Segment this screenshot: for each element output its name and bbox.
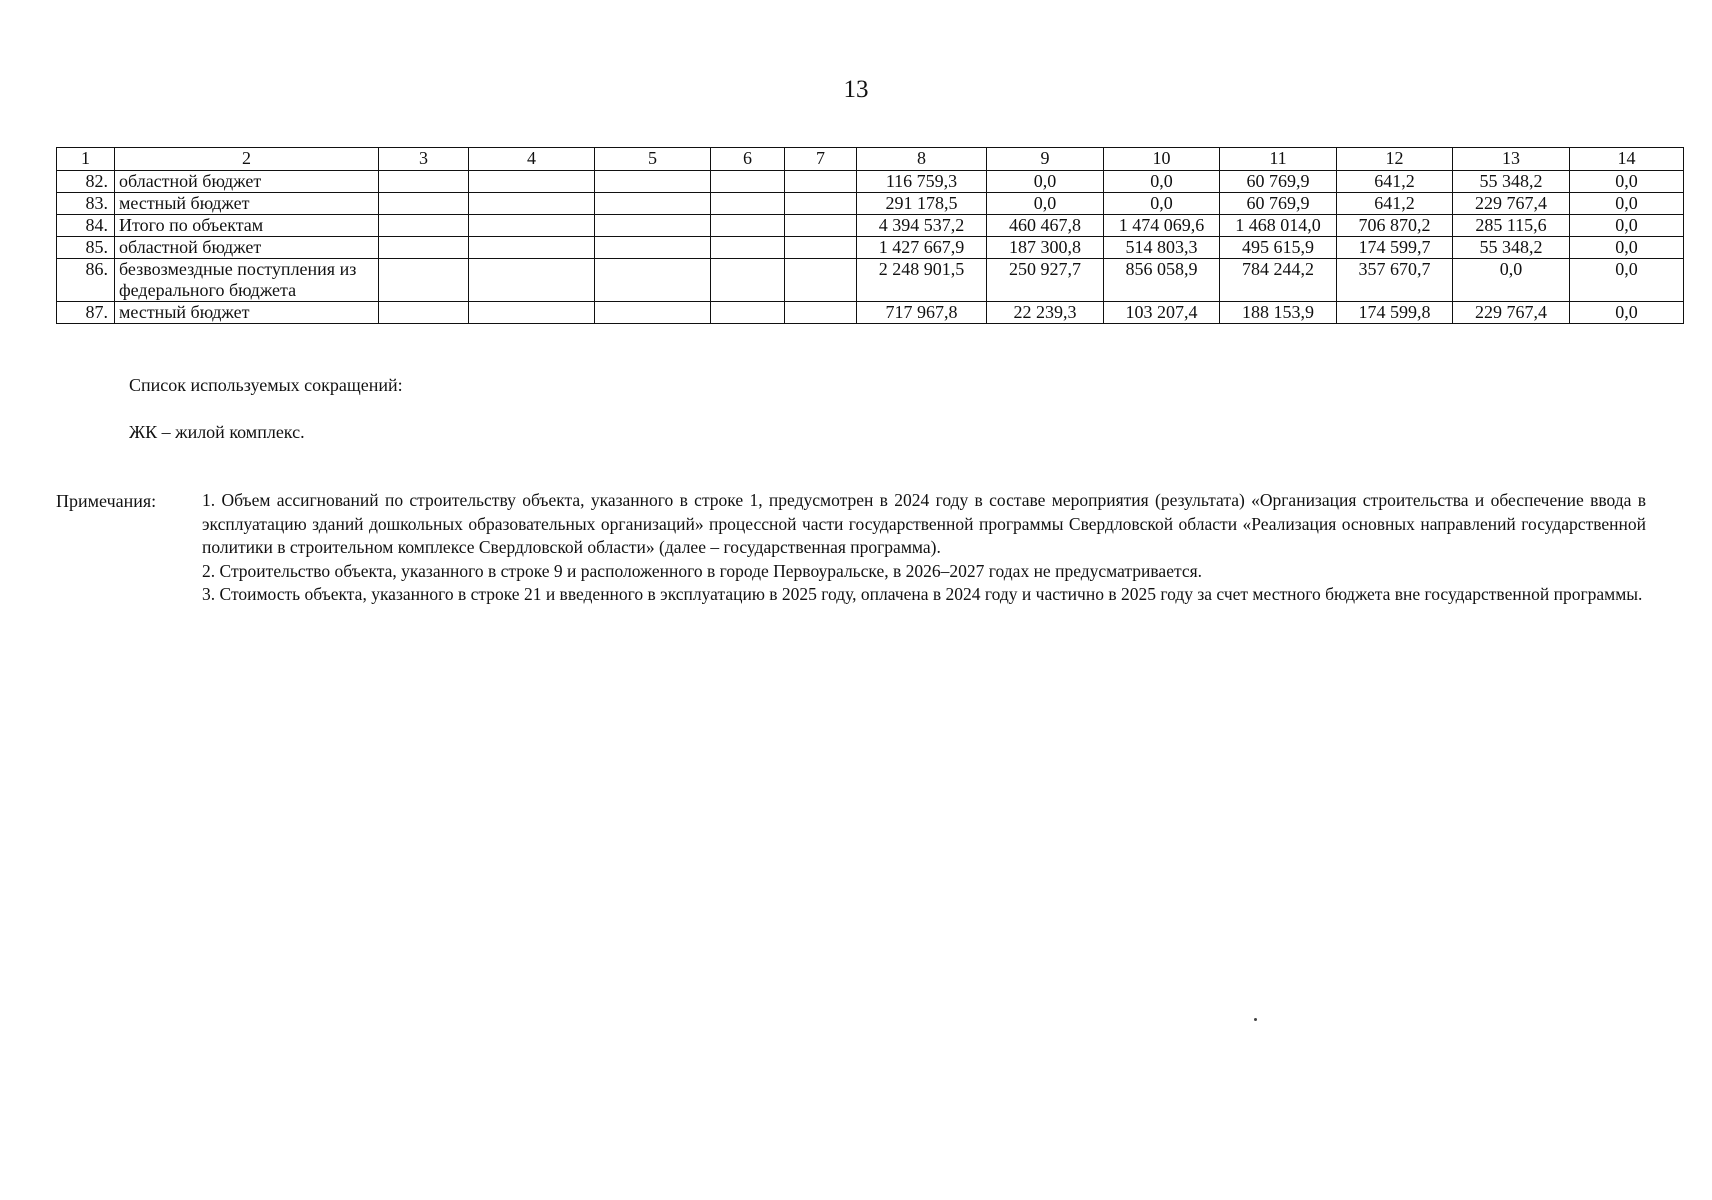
value-cell: 460 467,8: [987, 215, 1104, 237]
header-cell: 1: [57, 148, 115, 171]
empty-cell: [379, 193, 469, 215]
header-cell: 3: [379, 148, 469, 171]
value-cell: 187 300,8: [987, 237, 1104, 259]
value-cell: 22 239,3: [987, 302, 1104, 324]
value-cell: 250 927,7: [987, 259, 1104, 302]
value-cell: 103 207,4: [1104, 302, 1220, 324]
empty-cell: [785, 259, 857, 302]
value-cell: 1 468 014,0: [1220, 215, 1337, 237]
row-index-cell: 83.: [57, 193, 115, 215]
header-cell: 12: [1337, 148, 1453, 171]
value-cell: 0,0: [987, 193, 1104, 215]
header-cell: 13: [1453, 148, 1570, 171]
value-cell: 2 248 901,5: [857, 259, 987, 302]
empty-cell: [595, 259, 711, 302]
value-cell: 1 427 667,9: [857, 237, 987, 259]
table-row: [57, 259, 1684, 302]
empty-cell: [595, 193, 711, 215]
empty-cell: [711, 215, 785, 237]
value-cell: 514 803,3: [1104, 237, 1220, 259]
row-name-cell: местный бюджет: [115, 193, 379, 215]
table-row: [57, 237, 1684, 259]
row-index-cell: 84.: [57, 215, 115, 237]
empty-cell: [711, 171, 785, 193]
value-cell: 0,0: [1570, 193, 1684, 215]
empty-cell: [379, 259, 469, 302]
empty-cell: [379, 302, 469, 324]
value-cell: 717 967,8: [857, 302, 987, 324]
budget-table: [56, 147, 1684, 324]
value-cell: 229 767,4: [1453, 302, 1570, 324]
empty-cell: [785, 237, 857, 259]
value-cell: 60 769,9: [1220, 193, 1337, 215]
value-cell: 0,0: [1570, 171, 1684, 193]
empty-cell: [379, 215, 469, 237]
header-cell: 4: [469, 148, 595, 171]
empty-cell: [711, 259, 785, 302]
empty-cell: [785, 215, 857, 237]
value-cell: 641,2: [1337, 171, 1453, 193]
value-cell: 116 759,3: [857, 171, 987, 193]
scan-dot: [1254, 1018, 1257, 1021]
header-cell: 5: [595, 148, 711, 171]
row-index-cell: 86.: [57, 259, 115, 302]
empty-cell: [379, 171, 469, 193]
empty-cell: [785, 193, 857, 215]
value-cell: 1 474 069,6: [1104, 215, 1220, 237]
value-cell: 0,0: [1104, 193, 1220, 215]
header-cell: 7: [785, 148, 857, 171]
row-index-cell: 82.: [57, 171, 115, 193]
row-index-cell: 85.: [57, 237, 115, 259]
table-header-row: [57, 148, 1684, 171]
note-item: 2. Строительство объекта, указанного в строке 9 и расположенного в городе Первоуральске, в 2026–2027 годах не предусматривается.: [202, 560, 1203, 581]
abbreviation-item: ЖК – жилой комплекс.: [129, 422, 305, 442]
value-cell: 0,0: [1453, 259, 1570, 302]
note-item: 1. Объем ассигнований по строительству объекта, указанного в строке 1, предусмотрен в 2024 году в составе мероприятия (результата) «Организация строительства и обеспечение ввода в эксплуатацию зданий дошкольных образовательных организаций» процессной части государственной программы Свердловской области «Реализация основных направлений государственной политики в строительном комплексе Свердловской области» (далее – государственная программа).: [202, 490, 1646, 557]
header-cell: 9: [987, 148, 1104, 171]
header-cell: 2: [115, 148, 379, 171]
value-cell: 0,0: [987, 171, 1104, 193]
empty-cell: [785, 171, 857, 193]
empty-cell: [595, 237, 711, 259]
empty-cell: [469, 237, 595, 259]
table-row: [57, 193, 1684, 215]
row-name-cell: областной бюджет: [115, 237, 379, 259]
value-cell: 495 615,9: [1220, 237, 1337, 259]
row-name-cell: местный бюджет: [115, 302, 379, 324]
value-cell: 174 599,7: [1337, 237, 1453, 259]
abbreviations-title: Список используемых сокращений:: [129, 375, 403, 395]
empty-cell: [595, 171, 711, 193]
value-cell: 784 244,2: [1220, 259, 1337, 302]
empty-cell: [785, 302, 857, 324]
value-cell: 174 599,8: [1337, 302, 1453, 324]
value-cell: 641,2: [1337, 193, 1453, 215]
value-cell: 229 767,4: [1453, 193, 1570, 215]
value-cell: 856 058,9: [1104, 259, 1220, 302]
value-cell: 55 348,2: [1453, 237, 1570, 259]
notes-label: Примечания:: [56, 491, 157, 511]
empty-cell: [469, 259, 595, 302]
empty-cell: [469, 302, 595, 324]
value-cell: 0,0: [1570, 215, 1684, 237]
value-cell: 60 769,9: [1220, 171, 1337, 193]
empty-cell: [469, 215, 595, 237]
table-row: [57, 171, 1684, 193]
value-cell: 706 870,2: [1337, 215, 1453, 237]
header-cell: 10: [1104, 148, 1220, 171]
value-cell: 291 178,5: [857, 193, 987, 215]
row-name-cell: областной бюджет: [115, 171, 379, 193]
header-cell: 8: [857, 148, 987, 171]
header-cell: 11: [1220, 148, 1337, 171]
value-cell: 55 348,2: [1453, 171, 1570, 193]
table-row: [57, 215, 1684, 237]
value-cell: 285 115,6: [1453, 215, 1570, 237]
empty-cell: [469, 171, 595, 193]
value-cell: 0,0: [1570, 259, 1684, 302]
value-cell: 4 394 537,2: [857, 215, 987, 237]
value-cell: 357 670,7: [1337, 259, 1453, 302]
value-cell: 188 153,9: [1220, 302, 1337, 324]
empty-cell: [595, 215, 711, 237]
empty-cell: [711, 302, 785, 324]
empty-cell: [595, 302, 711, 324]
row-name-cell: Итого по объектам: [115, 215, 379, 237]
header-cell: 6: [711, 148, 785, 171]
value-cell: 0,0: [1570, 302, 1684, 324]
empty-cell: [711, 237, 785, 259]
value-cell: 0,0: [1570, 237, 1684, 259]
empty-cell: [469, 193, 595, 215]
row-index-cell: 87.: [57, 302, 115, 324]
row-name-cell: безвозмездные поступления из федерального бюджета: [115, 259, 379, 302]
empty-cell: [379, 237, 469, 259]
notes-list: [202, 489, 1646, 607]
table-row: [57, 302, 1684, 324]
empty-cell: [711, 193, 785, 215]
note-item: 3. Стоимость объекта, указанного в строке 21 и введенного в эксплуатацию в 2025 году, оплачена в 2024 году и частично в 2025 году за счет местного бюджета вне государственной программы.: [202, 584, 1643, 604]
header-cell: 14: [1570, 148, 1684, 171]
page-number: 13: [843, 76, 869, 103]
value-cell: 0,0: [1104, 171, 1220, 193]
